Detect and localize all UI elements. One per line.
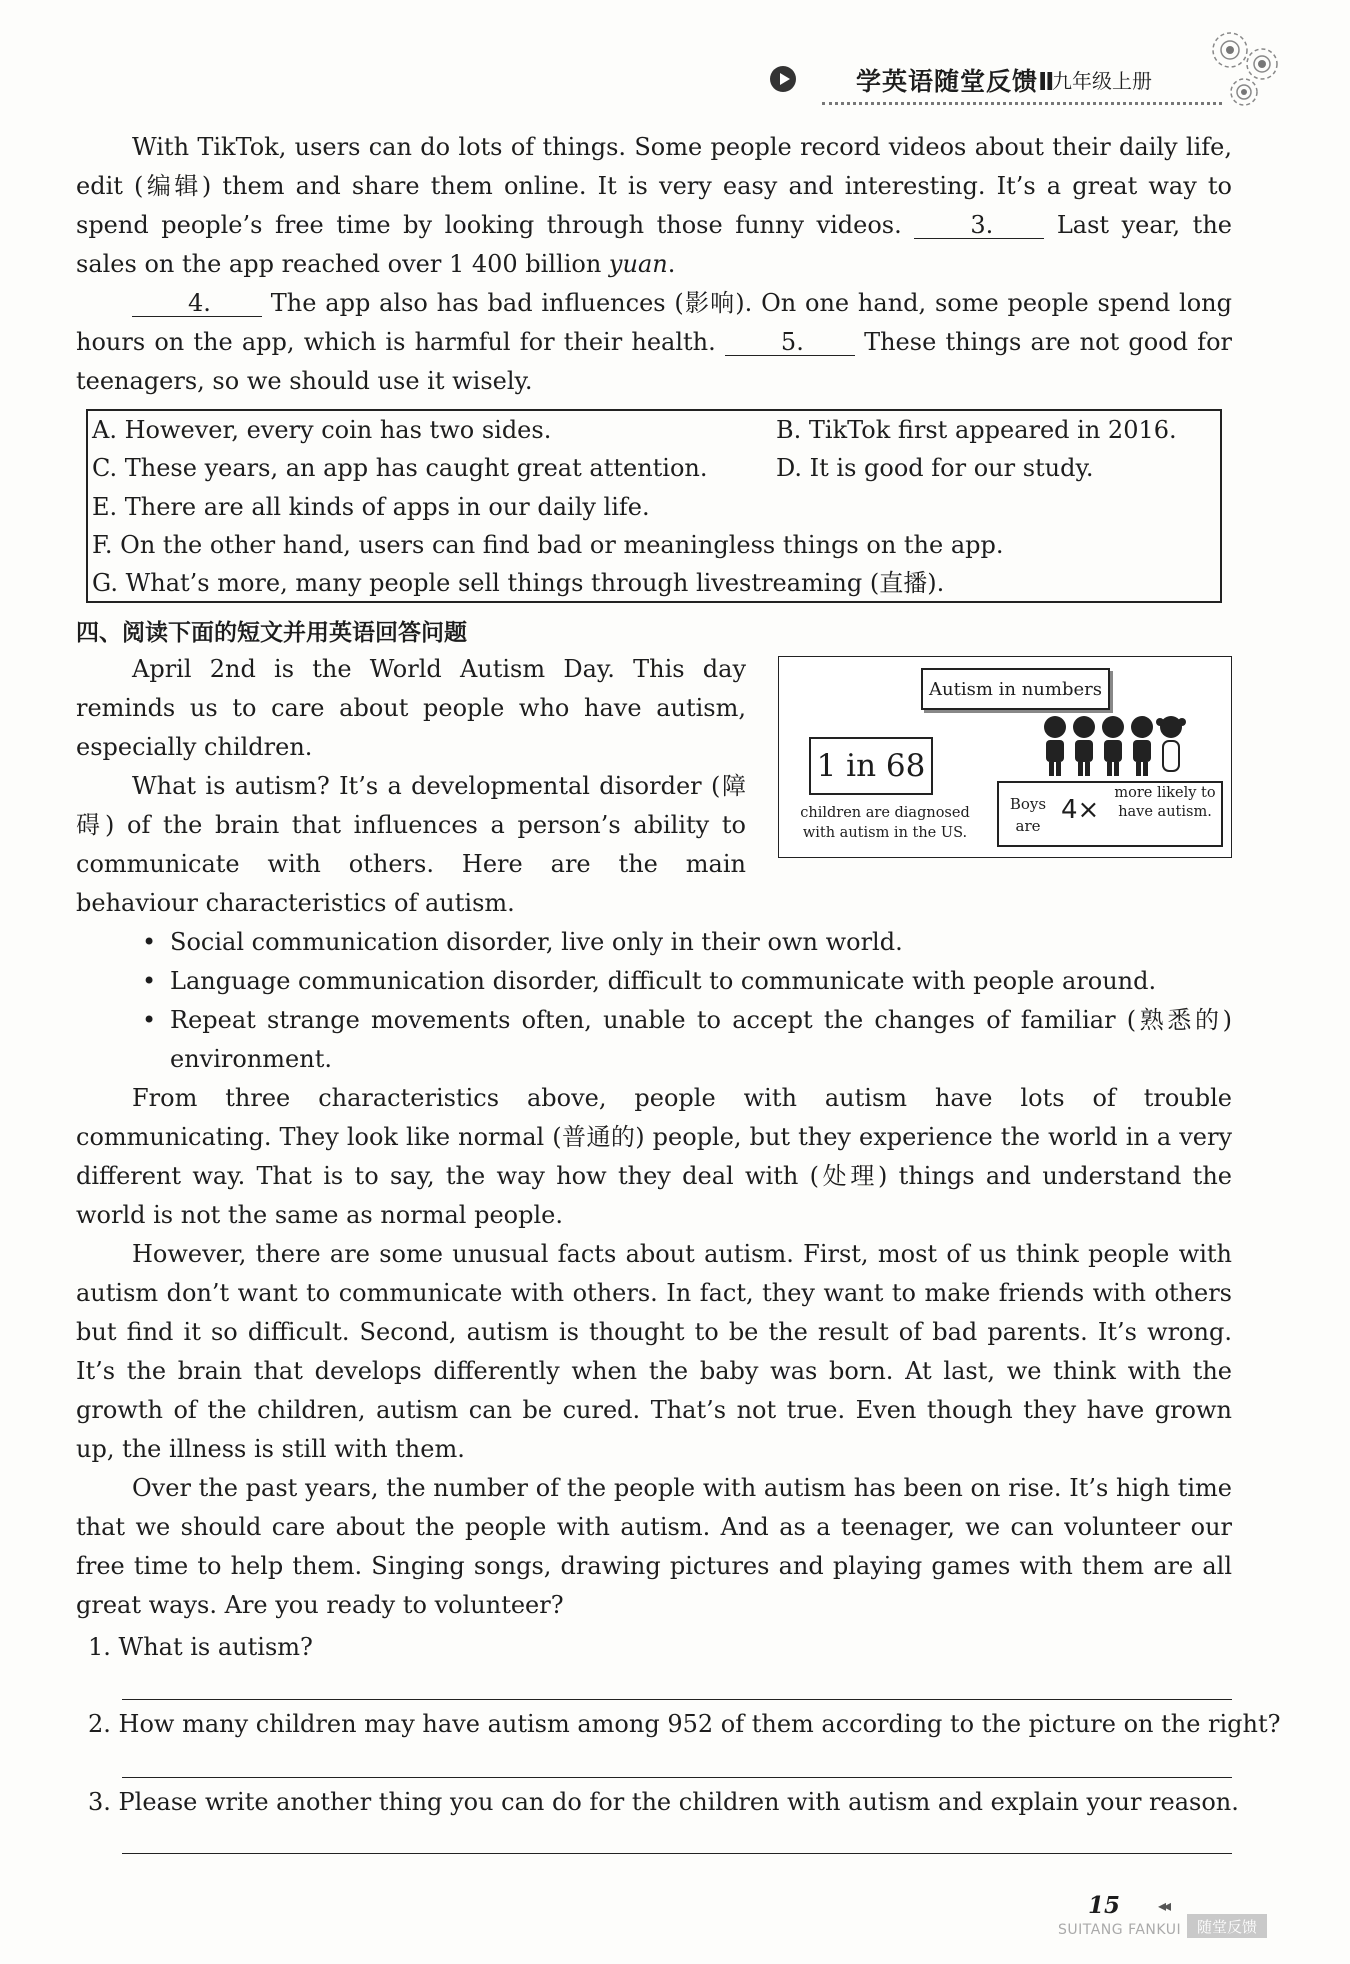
back-arrows-icon: ◂◂: [1158, 1896, 1169, 1915]
footer-brand-en: SUITANG FANKUI: [1058, 1922, 1182, 1938]
children-icon: [1039, 714, 1189, 778]
characteristic-bullet-1: • Social communication disorder, live only in their own world.: [170, 923, 1232, 962]
option-d: D. It is good for our study.: [776, 454, 1094, 482]
multiplier: 4×: [1061, 795, 1100, 825]
page-number: 15: [1088, 1892, 1121, 1919]
answer-line-3[interactable]: [122, 1853, 1232, 1854]
blank-5[interactable]: 5.: [725, 329, 855, 356]
autism-paragraph-2: What is autism? It’s a developmental disorder (障碍) of the brain that influences a person’s ability to communicate with others. Here are the main behaviour characteristics of autism.: [76, 772, 746, 917]
autism-paragraph-4: However, there are some unusual facts about autism. First, most of us think people with autism don’t want to communicate with others. In fact, they want to make friends with others but find it so difficult. Second, autism is thought to be the result of bad parents. It’s wrong. It’s the brain that develops differently when the baby was born. At last, we think with the growth of the children, autism can be cured. That’s not true. Even though they have grown up, the illness is still with them.: [76, 1240, 1232, 1463]
characteristic-bullet-3: • Repeat strange movements often, unable to accept the changes of familiar (熟悉的) environment.: [170, 1001, 1232, 1079]
infographic-title: Autism in numbers: [921, 668, 1110, 710]
section-heading: 四、阅读下面的短文并用英语回答问题: [76, 620, 467, 646]
question-1: 1. What is autism?: [88, 1633, 313, 1661]
likely-label: more likely to have autism.: [1114, 785, 1216, 820]
book-brand: 学英语随堂反馈Ⅱ: [856, 67, 1056, 96]
boys-label: Boys are: [1009, 795, 1047, 835]
tiktok-paragraph-2: 4. The app also has bad influences (影响). On one hand, some people spend long hours on the app, which is harmful for their health. 5. These things are not good for teenagers, so we should use it wisely.: [76, 289, 1232, 395]
blank-4[interactable]: 4.: [132, 290, 262, 317]
question-3: 3. Please write another thing you can do for the children with autism and explain your reason.: [88, 1788, 1239, 1816]
footer-brand-cn: 随堂反馈: [1187, 1914, 1267, 1938]
option-f: F. On the other hand, users can find bad or meaningless things on the app.: [92, 531, 1004, 559]
boys-stat-box: [997, 781, 1223, 847]
option-a: A. However, every coin has two sides.: [92, 416, 552, 444]
option-e: E. There are all kinds of apps in our daily life.: [92, 493, 650, 521]
answer-line-2[interactable]: [122, 1777, 1232, 1778]
autism-paragraph-5: Over the past years, the number of the people with autism has been on rise. It’s high time that we should care about the people with autism. And as a teenager, we can volunteer our free time to help them. Singing songs, drawing pictures and playing games with them are all great ways. Are you ready to volunteer?: [76, 1474, 1232, 1619]
book-grade: 九年级上册: [1052, 69, 1152, 93]
page-header: [770, 58, 1230, 108]
autism-paragraph-1: April 2nd is the World Autism Day. This day reminds us to care about people who have autism, especially children.: [76, 655, 746, 761]
question-2: 2. How many children may have autism among 952 of them according to the picture on the right?: [88, 1710, 1281, 1738]
autism-paragraph-3: From three characteristics above, people with autism have lots of trouble communicating. They look like normal (普通的) people, but they experience the world in a very different way. That is to say, the way how they deal with (处理) things and understand the world is not the same as normal people.: [76, 1084, 1232, 1229]
option-c: C. These years, an app has caught great attention.: [92, 454, 708, 482]
options-box: [86, 409, 1222, 603]
blank-3[interactable]: 3.: [914, 212, 1044, 239]
play-icon: [770, 66, 796, 92]
option-g: G. What’s more, many people sell things through livestreaming (直播).: [92, 569, 945, 597]
flower-ornament-icon: [1200, 20, 1290, 120]
characteristic-bullet-2: • Language communication disorder, difficult to communicate with people around.: [170, 962, 1232, 1001]
header-dotted-rule: [822, 102, 1222, 105]
option-b: B. TikTok first appeared in 2016.: [776, 416, 1177, 444]
answer-line-1[interactable]: [122, 1699, 1232, 1700]
infographic-stat-caption: children are diagnosed with autism in the US.: [800, 805, 970, 841]
autism-infographic: [778, 656, 1232, 858]
tiktok-paragraph-1: With TikTok, users can do lots of things. Some people record videos about their daily life, edit (编辑) them and share them online. It is very easy and interesting. It’s a great way to spend people’s free time by looking through those funny videos. 3. Last year, the sales on the app reached over 1 400 billion yuan.: [76, 133, 1232, 278]
infographic-stat: 1 in 68: [809, 737, 933, 795]
